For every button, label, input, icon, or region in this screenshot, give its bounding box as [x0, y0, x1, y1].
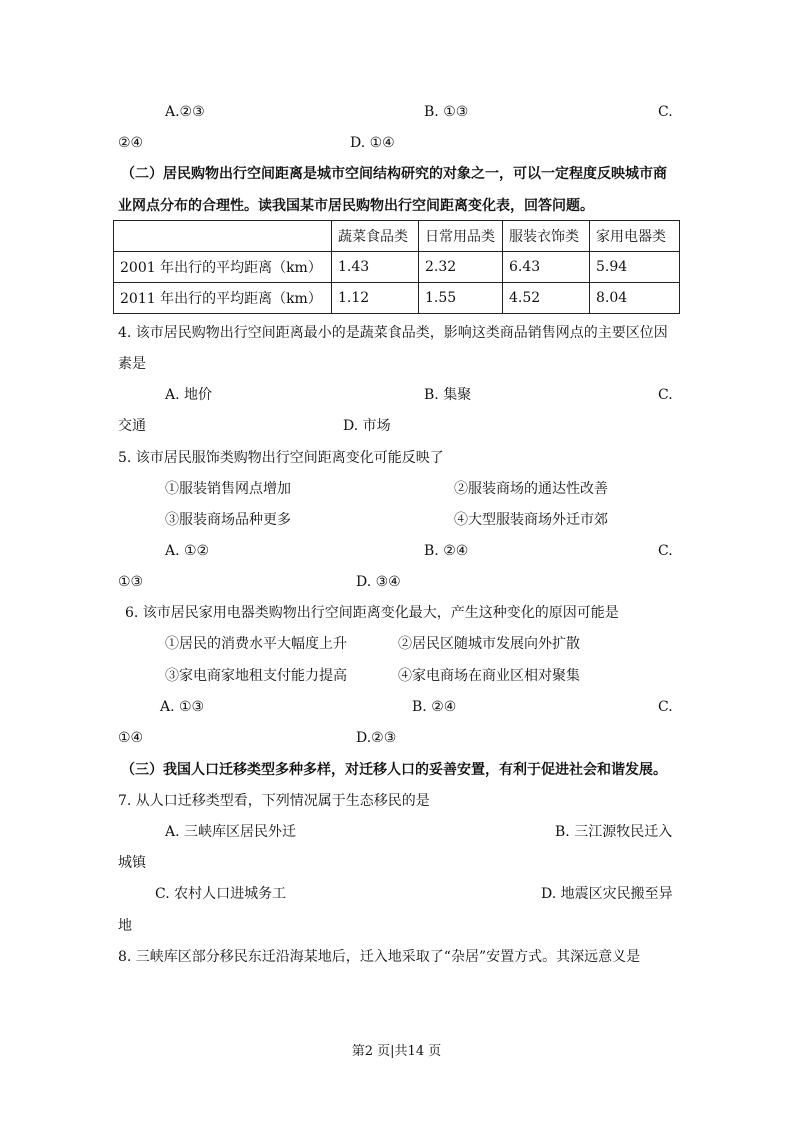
- q3-option-a: A.②③: [165, 104, 205, 120]
- table-cell: 1.43: [332, 252, 419, 283]
- shopping-distance-table: [113, 220, 680, 314]
- q7-option-b: B. 三江源牧民迁入: [555, 824, 673, 840]
- q6-stem: 6. 该市居民家用电器类购物出行空间距离变化最大，产生这种变化的原因可能是: [125, 605, 619, 621]
- section-2-intro-line1: （二）居民购物出行空间距离是城市空间结构研究的对象之一，可以一定程度反映城市商: [121, 166, 667, 182]
- table-header-row: [114, 221, 680, 252]
- q7-option-d: D. 地震区灾民搬至异: [541, 886, 673, 902]
- q6-option-a: A. ①③: [160, 699, 205, 715]
- table-header-cell: 家用电器类: [590, 221, 680, 252]
- table-row: [114, 283, 680, 314]
- q3-option-c-cont: ②④: [118, 135, 144, 151]
- q6-option-b: B. ②④: [412, 699, 457, 715]
- q6-statement-1: ①居民的消费水平大幅度上升: [165, 636, 347, 652]
- q4-stem-line2: 素是: [118, 356, 146, 372]
- table-cell: 4.52: [503, 283, 590, 314]
- q8-stem: 8. 三峡库区部分移民东迁沿海某地后，迁入地采取了“杂居”安置方式。其深远意义是: [118, 949, 641, 965]
- page-number-footer: 第2 页|共14 页: [351, 1044, 442, 1059]
- q5-statement-3: ③服装商场品种更多: [165, 512, 291, 528]
- table-cell: 6.43: [503, 252, 590, 283]
- q3-option-c: C.: [658, 104, 673, 120]
- table-row: [114, 252, 680, 283]
- q5-statement-2: ②服装商场的通达性改善: [454, 481, 608, 497]
- q6-option-c-cont: ①④: [118, 730, 144, 746]
- q4-option-a: A. 地价: [165, 387, 213, 403]
- q4-option-b: B. 集聚: [424, 387, 472, 403]
- q5-option-c: C.: [658, 543, 673, 559]
- q5-option-b: B. ②④: [424, 543, 469, 559]
- table-header-cell: 服装衣饰类: [503, 221, 590, 252]
- q4-stem-line1: 4. 该市居民购物出行空间距离最小的是蔬菜食品类，影响这类商品销售网点的主要区位因: [118, 325, 668, 341]
- q5-statement-4: ④大型服装商场外迁市郊: [454, 512, 608, 528]
- q5-stem: 5. 该市居民服饰类购物出行空间距离变化可能反映了: [118, 450, 444, 466]
- section-2-intro-line2: 业网点分布的合理性。读我国某市居民购物出行空间距离变化表，回答问题。: [118, 198, 594, 214]
- table-header-cell: 日常用品类: [419, 221, 503, 252]
- q3-option-d: D. ①④: [350, 135, 395, 151]
- q6-option-c: C.: [658, 699, 673, 715]
- q6-statement-4: ④家电商场在商业区相对聚集: [398, 668, 580, 684]
- q7-option-a: A. 三峡库区居民外迁: [165, 824, 297, 840]
- table-cell: 2.32: [419, 252, 503, 283]
- table-header-cell: [114, 221, 332, 252]
- q5-option-a: A. ①②: [165, 543, 210, 559]
- q5-option-c-cont: ①③: [118, 574, 144, 590]
- q3-option-b: B. ①③: [424, 104, 469, 120]
- q7-stem: 7. 从人口迁移类型看，下列情况属于生态移民的是: [118, 793, 430, 809]
- q7-option-b-cont: 城镇: [118, 855, 146, 871]
- q4-option-c-cont: 交通: [118, 418, 146, 434]
- table-cell: 1.12: [332, 283, 419, 314]
- table-cell: 2001 年出行的平均距离（km）: [114, 252, 332, 283]
- q5-statement-1: ①服装销售网点增加: [165, 481, 291, 497]
- q4-option-c: C.: [658, 387, 673, 403]
- q7-option-c: C. 农村人口进城务工: [155, 886, 287, 902]
- table-cell: 1.55: [419, 283, 503, 314]
- q7-option-d-cont: 地: [118, 918, 132, 934]
- table-cell: 8.04: [590, 283, 680, 314]
- q6-option-d: D.②③: [356, 730, 397, 746]
- table-cell: 2011 年出行的平均距离（km）: [114, 283, 332, 314]
- q6-statement-2: ②居民区随城市发展向外扩散: [398, 636, 580, 652]
- table-header-cell: 蔬菜食品类: [332, 221, 419, 252]
- q5-option-d: D. ③④: [356, 574, 401, 590]
- q6-statement-3: ③家电商家地租支付能力提高: [165, 668, 347, 684]
- q4-option-d: D. 市场: [343, 418, 391, 434]
- table-cell: 5.94: [590, 252, 680, 283]
- section-3-intro: （三）我国人口迁移类型多种多样，对迁移人口的妥善安置，有利于促进社会和谐发展。: [121, 762, 667, 778]
